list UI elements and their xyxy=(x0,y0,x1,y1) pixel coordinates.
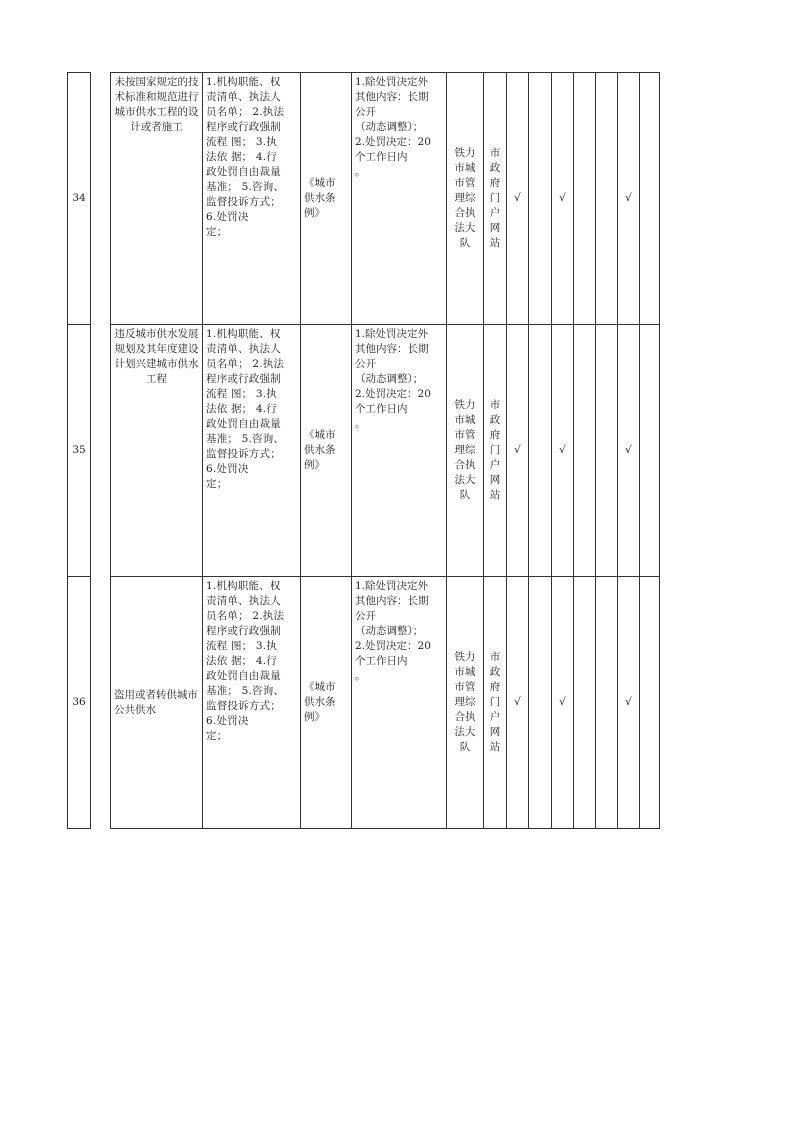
item-name: 未按国家规定的技术标准和规范进行城市供水工程的设计或者施工 xyxy=(111,73,203,325)
table-row xyxy=(68,73,660,325)
check-cell: √ xyxy=(618,325,640,577)
check-cell: √ xyxy=(618,73,640,325)
legal-basis: 《城市 供水条 例》 xyxy=(301,325,352,577)
check-cell xyxy=(596,325,618,577)
disclosure-time: 1.除处罚决定外 其他内容：长期 公开 （动态调整）； 2.处罚决定：20 个工作日内 。 xyxy=(352,325,447,577)
check-cell xyxy=(574,73,596,325)
disclosure-content: 1.机构职能、权 责清单、执法人 员名单； 2.执法 程序或行政强制 流程 图； 3.执 法依 据； 4.行 政处罚自由裁量 基准； 5.咨询、 监督投诉方式； 6.处罚决 定； xyxy=(203,577,301,829)
row-number: 35 xyxy=(68,325,91,577)
item-name: 违反城市供水发展规划及其年度建设计划兴建城市供水工程 xyxy=(111,325,203,577)
blank-gap-cell xyxy=(91,325,111,577)
table-row xyxy=(68,577,660,829)
blank-gap-cell xyxy=(91,577,111,829)
legal-basis: 《城市 供水条 例》 xyxy=(301,73,352,325)
row-number: 34 xyxy=(68,73,91,325)
check-cell xyxy=(640,73,660,325)
check-cell xyxy=(640,577,660,829)
disclosure-content: 1.机构职能、权 责清单、执法人 员名单； 2.执法 程序或行政强制 流程 图； 3.执 法依 据； 4.行 政处罚自由裁量 基准； 5.咨询、 监督投诉方式； 6.处罚决 定； xyxy=(203,325,301,577)
disclosure-channel: 市政府门户网站 xyxy=(484,325,507,577)
check-cell: √ xyxy=(552,325,574,577)
disclosure-time: 1.除处罚决定外 其他内容：长期 公开 （动态调整）； 2.处罚决定：20 个工作日内 。 xyxy=(352,577,447,829)
check-cell xyxy=(640,325,660,577)
check-cell xyxy=(596,577,618,829)
check-cell: √ xyxy=(507,73,529,325)
table-row xyxy=(68,325,660,577)
check-cell: √ xyxy=(552,577,574,829)
blank-gap-cell xyxy=(91,73,111,325)
check-cell: √ xyxy=(552,73,574,325)
disclosure-channel: 市政府门户网站 xyxy=(484,577,507,829)
disclosure-subject: 铁力市城市管理综合执法大队 xyxy=(447,73,484,325)
check-cell xyxy=(529,325,552,577)
check-cell: √ xyxy=(618,577,640,829)
disclosure-subject: 铁力市城市管理综合执法大队 xyxy=(447,577,484,829)
disclosure-content: 1.机构职能、权 责清单、执法人 员名单； 2.执法 程序或行政强制 流程 图； 3.执 法依 据； 4.行 政处罚自由裁量 基准； 5.咨询、 监督投诉方式； 6.处罚决 定； xyxy=(203,73,301,325)
disclosure-table xyxy=(67,72,660,829)
row-number: 36 xyxy=(68,577,91,829)
check-cell xyxy=(574,325,596,577)
disclosure-subject: 铁力市城市管理综合执法大队 xyxy=(447,325,484,577)
disclosure-time: 1.除处罚决定外 其他内容：长期 公开 （动态调整）； 2.处罚决定：20 个工作日内 。 xyxy=(352,73,447,325)
check-cell: √ xyxy=(507,325,529,577)
item-name: 盗用或者转供城市公共供水 xyxy=(111,577,203,829)
check-cell xyxy=(529,577,552,829)
disclosure-channel: 市政府门户网站 xyxy=(484,73,507,325)
check-cell: √ xyxy=(507,577,529,829)
check-cell xyxy=(529,73,552,325)
check-cell xyxy=(596,73,618,325)
check-cell xyxy=(574,577,596,829)
legal-basis: 《城市 供水条 例》 xyxy=(301,577,352,829)
